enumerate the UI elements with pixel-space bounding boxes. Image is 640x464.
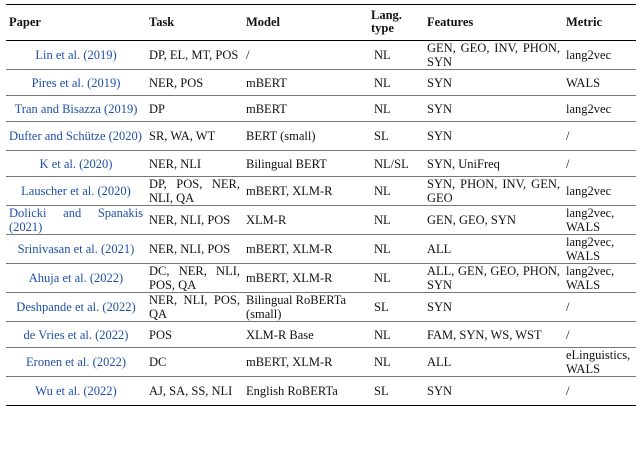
lang-type-cell: SL [368, 293, 424, 322]
comparison-table-container [6, 4, 636, 406]
features-cell: ALL [424, 348, 563, 377]
paper-citation-link[interactable]: Lauscher et al. (2020) [6, 177, 146, 206]
metric-cell: lang2vec, WALS [563, 235, 636, 264]
lang-type-cell: NL [368, 41, 424, 70]
header-row [6, 5, 636, 41]
metric-cell: lang2vec [563, 41, 636, 70]
model-cell: Bilingual BERT [243, 151, 368, 177]
metric-cell: WALS [563, 70, 636, 96]
model-cell: mBERT, XLM-R [243, 235, 368, 264]
task-cell: POS [146, 322, 243, 348]
comparison-table [6, 4, 636, 406]
header-lang-line1: Lang. [371, 8, 402, 22]
header-metric: Metric [563, 5, 636, 41]
paper-citation-link[interactable]: K et al. (2020) [6, 151, 146, 177]
paper-citation-link[interactable]: Dolicki and Spanakis (2021) [6, 206, 146, 235]
table-row [6, 70, 636, 96]
lang-type-cell: NL [368, 206, 424, 235]
header-task: Task [146, 5, 243, 41]
task-cell: DC, NER, NLI, POS, QA [146, 264, 243, 293]
lang-type-cell: NL [368, 322, 424, 348]
table-row [6, 41, 636, 70]
table-row [6, 377, 636, 406]
paper-citation-link[interactable]: Pires et al. (2019) [6, 70, 146, 96]
model-cell: / [243, 41, 368, 70]
header-lang-type [368, 5, 424, 41]
features-cell: FAM, SYN, WS, WST [424, 322, 563, 348]
table-row [6, 177, 636, 206]
table-row [6, 322, 636, 348]
model-cell: mBERT [243, 96, 368, 122]
lang-type-cell: NL [368, 177, 424, 206]
paper-citation-link[interactable]: Ahuja et al. (2022) [6, 264, 146, 293]
metric-cell: lang2vec [563, 96, 636, 122]
paper-citation-link[interactable]: Lin et al. (2019) [6, 41, 146, 70]
metric-cell: / [563, 322, 636, 348]
paper-citation-link[interactable]: Tran and Bisazza (2019) [6, 96, 146, 122]
table-row [6, 122, 636, 151]
paper-citation-link[interactable]: Deshpande et al. (2022) [6, 293, 146, 322]
lang-type-cell: NL [368, 235, 424, 264]
metric-cell: lang2vec, WALS [563, 206, 636, 235]
lang-type-cell: SL [368, 377, 424, 406]
task-cell: DP, EL, MT, POS [146, 41, 243, 70]
lang-type-cell: NL [368, 348, 424, 377]
features-cell: SYN, PHON, INV, GEN, GEO [424, 177, 563, 206]
features-cell: SYN [424, 122, 563, 151]
task-cell: DP, POS, NER, NLI, QA [146, 177, 243, 206]
features-cell: SYN [424, 70, 563, 96]
features-cell: GEN, GEO, SYN [424, 206, 563, 235]
features-cell: GEN, GEO, INV, PHON, SYN [424, 41, 563, 70]
task-cell: NER, NLI, POS [146, 206, 243, 235]
header-features: Features [424, 5, 563, 41]
table-row [6, 293, 636, 322]
metric-cell: / [563, 377, 636, 406]
metric-cell: / [563, 293, 636, 322]
lang-type-cell: NL/SL [368, 151, 424, 177]
lang-type-cell: NL [368, 96, 424, 122]
model-cell: mBERT, XLM-R [243, 177, 368, 206]
task-cell: SR, WA, WT [146, 122, 243, 151]
metric-cell: lang2vec, WALS [563, 264, 636, 293]
metric-cell: / [563, 151, 636, 177]
task-cell: DP [146, 96, 243, 122]
features-cell: ALL, GEN, GEO, PHON, SYN [424, 264, 563, 293]
table-row [6, 96, 636, 122]
model-cell: XLM-R Base [243, 322, 368, 348]
paper-citation-link[interactable]: Dufter and Schütze (2020) [6, 122, 146, 151]
paper-citation-link[interactable]: de Vries et al. (2022) [6, 322, 146, 348]
task-cell: NER, NLI [146, 151, 243, 177]
features-cell: SYN, UniFreq [424, 151, 563, 177]
header-lang-line2: type [371, 21, 394, 35]
paper-citation-link[interactable]: Wu et al. (2022) [6, 377, 146, 406]
metric-cell: eLinguistics, WALS [563, 348, 636, 377]
table-row [6, 235, 636, 264]
table-row [6, 206, 636, 235]
table-row [6, 348, 636, 377]
metric-cell: lang2vec [563, 177, 636, 206]
paper-citation-link[interactable]: Eronen et al. (2022) [6, 348, 146, 377]
metric-cell: / [563, 122, 636, 151]
task-cell: NER, NLI, POS [146, 235, 243, 264]
task-cell: DC [146, 348, 243, 377]
features-cell: ALL [424, 235, 563, 264]
model-cell: mBERT [243, 70, 368, 96]
task-cell: AJ, SA, SS, NLI [146, 377, 243, 406]
task-cell: NER, NLI, POS, QA [146, 293, 243, 322]
model-cell: BERT (small) [243, 122, 368, 151]
model-cell: mBERT, XLM-R [243, 264, 368, 293]
lang-type-cell: NL [368, 70, 424, 96]
features-cell: SYN [424, 377, 563, 406]
table-row [6, 151, 636, 177]
features-cell: SYN [424, 96, 563, 122]
lang-type-cell: SL [368, 122, 424, 151]
paper-citation-link[interactable]: Srinivasan et al. (2021) [6, 235, 146, 264]
header-paper: Paper [6, 5, 146, 41]
model-cell: English RoBERTa [243, 377, 368, 406]
lang-type-cell: NL [368, 264, 424, 293]
table-body [6, 41, 636, 406]
header-model: Model [243, 5, 368, 41]
model-cell: mBERT, XLM-R [243, 348, 368, 377]
features-cell: SYN [424, 293, 563, 322]
task-cell: NER, POS [146, 70, 243, 96]
model-cell: Bilingual RoBERTa (small) [243, 293, 368, 322]
model-cell: XLM-R [243, 206, 368, 235]
table-row [6, 264, 636, 293]
